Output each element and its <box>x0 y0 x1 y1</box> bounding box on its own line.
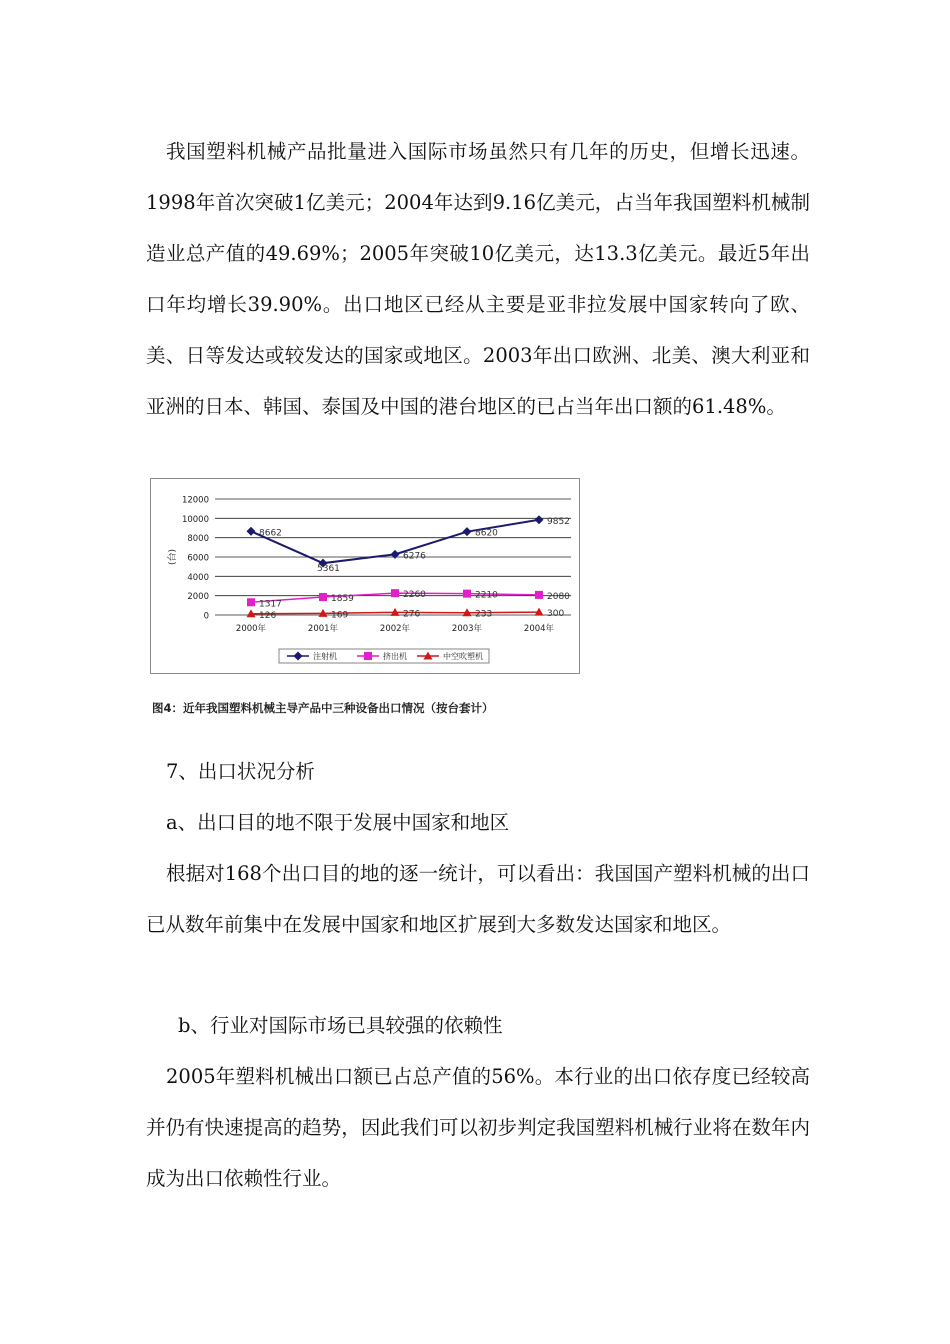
data-label: 2080 <box>547 591 570 602</box>
y-tick-label: 4000 <box>187 572 209 583</box>
y-tick-label: 2000 <box>187 592 209 603</box>
data-point-marker <box>364 652 372 660</box>
legend-label: 挤出机 <box>383 652 407 661</box>
y-tick-label: 0 <box>203 611 209 622</box>
data-label: 5361 <box>317 564 340 575</box>
data-label: 300 <box>547 609 565 620</box>
data-point-marker <box>463 527 472 536</box>
figure-caption: 图4：近年我国塑料机械主导产品中三种设备出口情况（按台套计） <box>152 701 494 715</box>
data-point-marker <box>535 515 544 524</box>
paragraph-dependency: 2005年塑料机械出口额已占总产值的56%。本行业的出口依存度已经较高并仍有快速提高的趋势，因此我们可以初步判定我国塑料机械行业将在数年内成为出口依赖性行业。 <box>146 1065 810 1190</box>
x-tick-label: 2002年 <box>379 624 411 634</box>
legend-label: 注射机 <box>313 652 337 661</box>
y-tick-label: 8000 <box>187 534 209 545</box>
data-point-marker <box>319 593 327 601</box>
data-label: 1859 <box>331 594 354 605</box>
data-point-marker <box>535 591 543 599</box>
data-point-marker <box>463 590 471 598</box>
export-chart-figure <box>150 478 580 723</box>
y-axis-label: (台) <box>168 548 178 566</box>
data-label: 169 <box>331 610 349 621</box>
data-label: 2210 <box>475 590 498 601</box>
section-heading-export-analysis: 7、出口状况分析 <box>166 760 315 783</box>
data-label: 9852 <box>547 516 570 527</box>
data-label: 8662 <box>259 528 282 539</box>
x-tick-label: 2001年 <box>307 624 339 634</box>
data-label: 1317 <box>259 599 282 610</box>
y-tick-label: 6000 <box>187 553 209 564</box>
data-label: 126 <box>259 610 277 621</box>
data-label: 8620 <box>475 528 498 539</box>
x-tick-label: 2004年 <box>523 624 555 634</box>
subheading-a: a、出口目的地不限于发展中国家和地区 <box>166 811 510 834</box>
x-tick-label: 2000年 <box>235 624 267 634</box>
x-tick-label: 2003年 <box>451 624 483 634</box>
data-label: 2260 <box>403 590 426 601</box>
data-point-marker <box>391 589 399 597</box>
y-tick-label: 10000 <box>181 514 209 525</box>
data-label: 276 <box>403 609 421 620</box>
legend-label: 中空吹塑机 <box>443 652 483 661</box>
subheading-b: b、行业对国际市场已具较强的依赖性 <box>178 1014 503 1037</box>
export-line-chart <box>151 479 579 673</box>
data-point-marker <box>247 527 256 536</box>
data-point-marker <box>247 598 255 606</box>
data-label: 6276 <box>403 551 426 562</box>
paragraph-destinations: 根据对168个出口目的地的逐一统计，可以看出：我国国产塑料机械的出口已从数年前集中在发展中国家和地区扩展到大多数发达国家和地区。 <box>146 862 810 936</box>
data-label: 233 <box>475 609 493 620</box>
data-point-marker <box>391 550 400 559</box>
y-tick-label: 12000 <box>181 495 209 506</box>
chart-frame <box>150 478 580 674</box>
intro-paragraph: 我国塑料机械产品批量进入国际市场虽然只有几年的历史，但增长迅速。1998年首次突破1亿美元；2004年达到9.16亿美元，占当年我国塑料机械制造业总产值的49.69%；2005年突破10亿美元，达13.3亿美元。最近5年出口年均增长39.90%。出口地区已经从主要是亚非拉发展中国家转向了欧、美、日等发达或较发达的国家或地区。2003年出口欧洲、北美、澳大利亚和亚洲的日本、韩国、泰国及中国的港台地区的已占当年出口额的61.48%。 <box>146 140 810 418</box>
